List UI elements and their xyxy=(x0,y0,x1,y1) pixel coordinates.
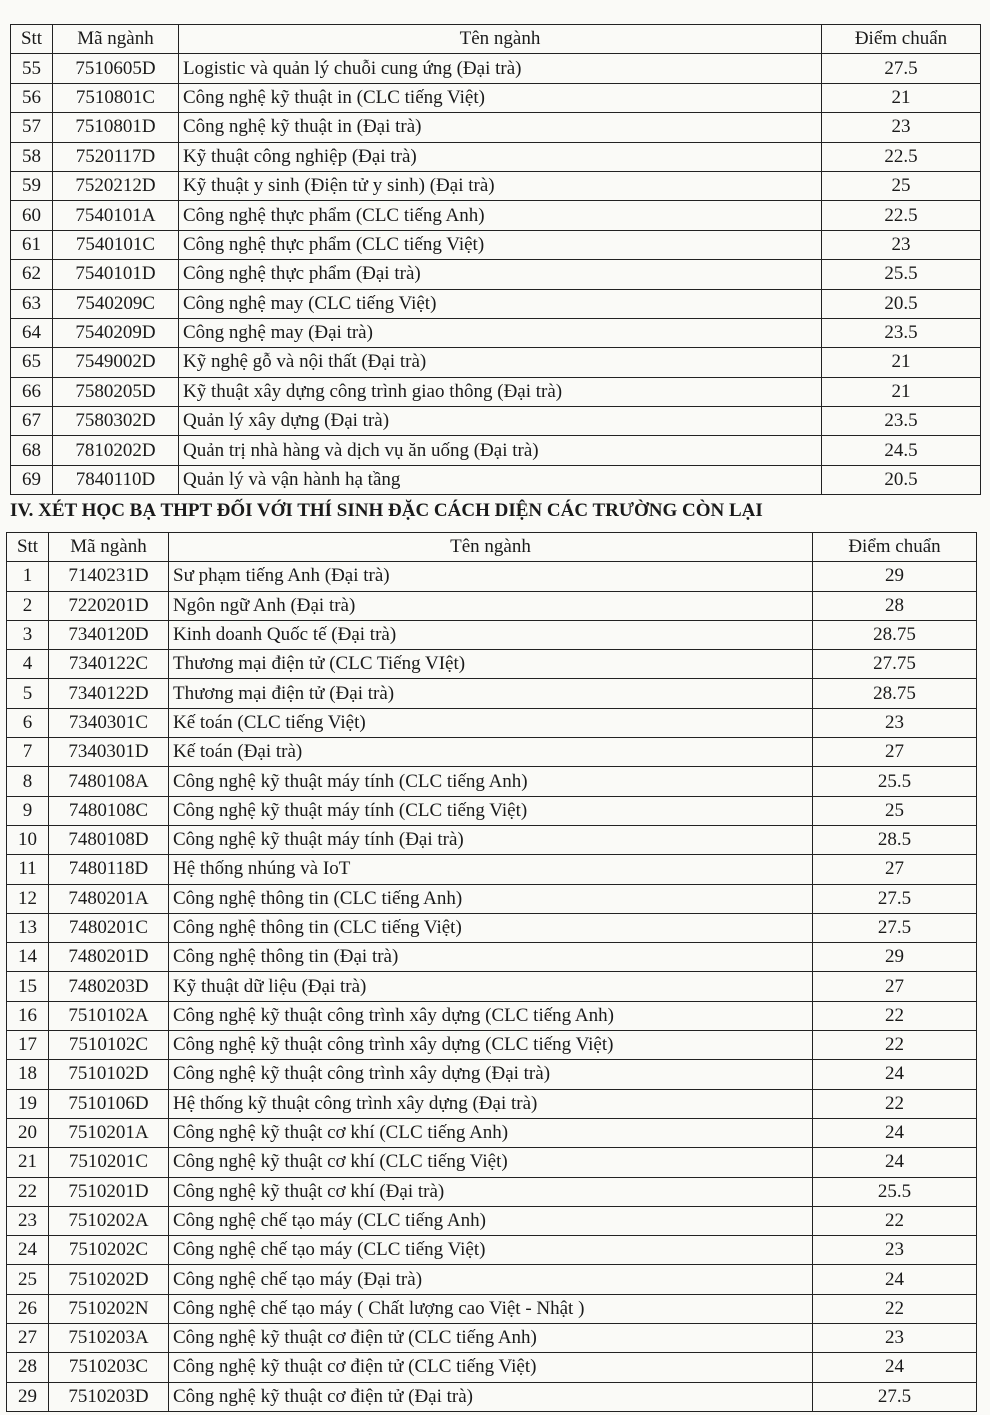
row-name: Công nghệ kỹ thuật cơ khí (CLC tiếng Việt) xyxy=(169,1148,813,1177)
row-score: 24 xyxy=(813,1060,977,1089)
row-stt: 8 xyxy=(7,767,49,796)
row-name: Công nghệ kỹ thuật cơ khí (CLC tiếng Anh) xyxy=(169,1118,813,1147)
row-score: 25 xyxy=(822,171,981,200)
row-score: 27.5 xyxy=(813,913,977,942)
row-stt: 60 xyxy=(11,201,53,230)
row-score: 27.5 xyxy=(813,884,977,913)
row-name: Ngôn ngữ Anh (Đại trà) xyxy=(169,591,813,620)
table-row xyxy=(11,407,981,436)
table-row xyxy=(11,142,981,171)
row-stt: 4 xyxy=(7,650,49,679)
row-score: 29 xyxy=(813,943,977,972)
row-score: 23.5 xyxy=(822,407,981,436)
table-header-row xyxy=(11,25,981,54)
row-score: 27 xyxy=(813,972,977,1001)
table-row xyxy=(11,348,981,377)
table-row xyxy=(11,436,981,465)
row-code: 7510102A xyxy=(49,1001,169,1030)
row-stt: 15 xyxy=(7,972,49,1001)
row-score: 23 xyxy=(813,1324,977,1353)
row-score: 21 xyxy=(822,83,981,112)
table-row xyxy=(7,767,977,796)
row-stt: 56 xyxy=(11,83,53,112)
row-code: 7480203D xyxy=(49,972,169,1001)
row-name: Quản lý xây dựng (Đại trà) xyxy=(179,407,822,436)
row-code: 7510202A xyxy=(49,1206,169,1235)
table-row xyxy=(11,113,981,142)
row-name: Kỹ thuật y sinh (Điện tử y sinh) (Đại trà) xyxy=(179,171,822,200)
row-score: 23 xyxy=(822,230,981,259)
row-code: 7510102D xyxy=(49,1060,169,1089)
header-code: Mã ngành xyxy=(49,533,169,562)
table-row xyxy=(11,289,981,318)
row-name: Công nghệ kỹ thuật cơ điện tử (Đại trà) xyxy=(169,1382,813,1411)
row-code: 7480108A xyxy=(49,767,169,796)
table-row xyxy=(7,1353,977,1382)
row-score: 24 xyxy=(813,1265,977,1294)
row-name: Kỹ nghệ gỗ và nội thất (Đại trà) xyxy=(179,348,822,377)
row-name: Công nghệ chế tạo máy (CLC tiếng Việt) xyxy=(169,1236,813,1265)
row-name: Kỹ thuật xây dựng công trình giao thông (Đại trà) xyxy=(179,377,822,406)
row-stt: 16 xyxy=(7,1001,49,1030)
table-row xyxy=(11,171,981,200)
row-score: 23 xyxy=(813,1236,977,1265)
row-name: Kỹ thuật dữ liệu (Đại trà) xyxy=(169,972,813,1001)
row-score: 22 xyxy=(813,1206,977,1235)
row-code: 7810202D xyxy=(53,436,179,465)
row-code: 7580302D xyxy=(53,407,179,436)
row-stt: 57 xyxy=(11,113,53,142)
row-score: 21 xyxy=(822,377,981,406)
row-code: 7540101D xyxy=(53,260,179,289)
row-score: 27.5 xyxy=(813,1382,977,1411)
row-name: Công nghệ thực phẩm (CLC tiếng Việt) xyxy=(179,230,822,259)
row-name: Công nghệ thực phẩm (CLC tiếng Anh) xyxy=(179,201,822,230)
table-row xyxy=(7,1206,977,1235)
row-score: 25.5 xyxy=(813,767,977,796)
row-score: 28.75 xyxy=(813,620,977,649)
row-score: 25.5 xyxy=(822,260,981,289)
row-stt: 7 xyxy=(7,738,49,767)
row-name: Quản lý và vận hành hạ tầng xyxy=(179,465,822,494)
row-stt: 1 xyxy=(7,562,49,591)
row-code: 7510201C xyxy=(49,1148,169,1177)
row-name: Công nghệ kỹ thuật in (Đại trà) xyxy=(179,113,822,142)
row-score: 25.5 xyxy=(813,1177,977,1206)
row-code: 7510202C xyxy=(49,1236,169,1265)
table-row xyxy=(11,83,981,112)
row-name: Công nghệ thông tin (CLC tiếng Việt) xyxy=(169,913,813,942)
table-row xyxy=(7,650,977,679)
row-score: 23 xyxy=(822,113,981,142)
row-code: 7340120D xyxy=(49,620,169,649)
header-stt: Stt xyxy=(7,533,49,562)
row-code: 7540101C xyxy=(53,230,179,259)
table-row xyxy=(7,855,977,884)
row-name: Công nghệ kỹ thuật máy tính (CLC tiếng Anh) xyxy=(169,767,813,796)
row-stt: 18 xyxy=(7,1060,49,1089)
row-stt: 26 xyxy=(7,1294,49,1323)
row-code: 7510203C xyxy=(49,1353,169,1382)
row-code: 7510203D xyxy=(49,1382,169,1411)
row-code: 7540209D xyxy=(53,318,179,347)
table-row xyxy=(7,913,977,942)
table-2-body xyxy=(7,562,977,1412)
table-row xyxy=(7,1148,977,1177)
row-code: 7510605D xyxy=(53,54,179,83)
row-score: 20.5 xyxy=(822,465,981,494)
row-score: 22 xyxy=(813,1089,977,1118)
row-stt: 29 xyxy=(7,1382,49,1411)
row-code: 7520117D xyxy=(53,142,179,171)
row-score: 22.5 xyxy=(822,201,981,230)
row-stt: 63 xyxy=(11,289,53,318)
row-stt: 17 xyxy=(7,1031,49,1060)
table-row xyxy=(7,591,977,620)
row-stt: 55 xyxy=(11,54,53,83)
row-code: 7580205D xyxy=(53,377,179,406)
row-stt: 12 xyxy=(7,884,49,913)
table-row xyxy=(7,620,977,649)
row-score: 20.5 xyxy=(822,289,981,318)
row-score: 28 xyxy=(813,591,977,620)
table-row xyxy=(11,377,981,406)
row-stt: 27 xyxy=(7,1324,49,1353)
row-name: Công nghệ kỹ thuật in (CLC tiếng Việt) xyxy=(179,83,822,112)
row-code: 7220201D xyxy=(49,591,169,620)
row-code: 7340301D xyxy=(49,738,169,767)
row-code: 7549002D xyxy=(53,348,179,377)
row-stt: 66 xyxy=(11,377,53,406)
table-row xyxy=(7,825,977,854)
row-name: Hệ thống nhúng và IoT xyxy=(169,855,813,884)
row-score: 29 xyxy=(813,562,977,591)
header-name: Tên ngành xyxy=(169,533,813,562)
row-score: 28.5 xyxy=(813,825,977,854)
table-row xyxy=(11,54,981,83)
row-name: Công nghệ thực phẩm (Đại trà) xyxy=(179,260,822,289)
table-row xyxy=(7,884,977,913)
row-stt: 62 xyxy=(11,260,53,289)
table-header-row xyxy=(7,533,977,562)
row-name: Công nghệ kỹ thuật cơ điện tử (CLC tiếng Anh) xyxy=(169,1324,813,1353)
row-name: Kế toán (CLC tiếng Việt) xyxy=(169,708,813,737)
admission-score-table-2 xyxy=(6,532,977,1412)
section-4-title: IV. XÉT HỌC BẠ THPT ĐỐI VỚI THÍ SINH ĐẶC CÁCH DIỆN CÁC TRƯỜNG CÒN LẠI xyxy=(10,500,763,521)
row-name: Quản trị nhà hàng và dịch vụ ăn uống (Đại trà) xyxy=(179,436,822,465)
row-code: 7340122C xyxy=(49,650,169,679)
row-stt: 58 xyxy=(11,142,53,171)
row-code: 7340301C xyxy=(49,708,169,737)
row-stt: 5 xyxy=(7,679,49,708)
row-score: 24 xyxy=(813,1148,977,1177)
row-code: 7480108D xyxy=(49,825,169,854)
row-stt: 61 xyxy=(11,230,53,259)
table-row xyxy=(7,679,977,708)
row-stt: 24 xyxy=(7,1236,49,1265)
table-row xyxy=(7,1060,977,1089)
row-stt: 11 xyxy=(7,855,49,884)
row-name: Công nghệ kỹ thuật cơ khí (Đại trà) xyxy=(169,1177,813,1206)
row-stt: 25 xyxy=(7,1265,49,1294)
row-score: 21 xyxy=(822,348,981,377)
row-name: Công nghệ chế tạo máy ( Chất lượng cao Việt - Nhật ) xyxy=(169,1294,813,1323)
admission-score-table-1 xyxy=(10,24,981,495)
row-stt: 23 xyxy=(7,1206,49,1235)
row-stt: 65 xyxy=(11,348,53,377)
table-row xyxy=(7,738,977,767)
row-score: 27.75 xyxy=(813,650,977,679)
table-row xyxy=(7,562,977,591)
row-name: Công nghệ kỹ thuật công trình xây dựng (CLC tiếng Việt) xyxy=(169,1031,813,1060)
row-name: Công nghệ kỹ thuật cơ điện tử (CLC tiếng Việt) xyxy=(169,1353,813,1382)
row-stt: 6 xyxy=(7,708,49,737)
row-stt: 28 xyxy=(7,1353,49,1382)
row-name: Kế toán (Đại trà) xyxy=(169,738,813,767)
row-name: Công nghệ chế tạo máy (Đại trà) xyxy=(169,1265,813,1294)
row-name: Kỹ thuật công nghiệp (Đại trà) xyxy=(179,142,822,171)
row-stt: 59 xyxy=(11,171,53,200)
row-name: Kinh doanh Quốc tế (Đại trà) xyxy=(169,620,813,649)
table-row xyxy=(7,1294,977,1323)
row-score: 23 xyxy=(813,708,977,737)
row-name: Công nghệ kỹ thuật máy tính (Đại trà) xyxy=(169,825,813,854)
row-stt: 10 xyxy=(7,825,49,854)
row-code: 7510106D xyxy=(49,1089,169,1118)
row-stt: 21 xyxy=(7,1148,49,1177)
table-row xyxy=(11,230,981,259)
row-name: Công nghệ kỹ thuật công trình xây dựng (Đại trà) xyxy=(169,1060,813,1089)
row-score: 24 xyxy=(813,1353,977,1382)
row-stt: 20 xyxy=(7,1118,49,1147)
table-row xyxy=(11,318,981,347)
table-1-body xyxy=(11,54,981,495)
table-row xyxy=(7,1265,977,1294)
header-code: Mã ngành xyxy=(53,25,179,54)
row-stt: 67 xyxy=(11,407,53,436)
row-score: 27 xyxy=(813,738,977,767)
row-code: 7510202D xyxy=(49,1265,169,1294)
row-stt: 69 xyxy=(11,465,53,494)
row-score: 27 xyxy=(813,855,977,884)
row-name: Công nghệ may (CLC tiếng Việt) xyxy=(179,289,822,318)
header-score: Điểm chuẩn xyxy=(813,533,977,562)
table-row xyxy=(11,260,981,289)
row-code: 7510201D xyxy=(49,1177,169,1206)
row-code: 7510801D xyxy=(53,113,179,142)
row-stt: 3 xyxy=(7,620,49,649)
table-row xyxy=(7,1177,977,1206)
table-row xyxy=(7,708,977,737)
row-stt: 68 xyxy=(11,436,53,465)
row-code: 7540101A xyxy=(53,201,179,230)
row-name: Công nghệ kỹ thuật máy tính (CLC tiếng Việt) xyxy=(169,796,813,825)
row-stt: 19 xyxy=(7,1089,49,1118)
row-code: 7480201C xyxy=(49,913,169,942)
row-stt: 22 xyxy=(7,1177,49,1206)
row-name: Thương mại điện tử (CLC Tiếng VIệt) xyxy=(169,650,813,679)
header-stt: Stt xyxy=(11,25,53,54)
row-code: 7840110D xyxy=(53,465,179,494)
row-stt: 13 xyxy=(7,913,49,942)
row-score: 23.5 xyxy=(822,318,981,347)
row-name: Hệ thống kỹ thuật công trình xây dựng (Đại trà) xyxy=(169,1089,813,1118)
table-row xyxy=(7,1118,977,1147)
table-row xyxy=(7,1031,977,1060)
row-score: 25 xyxy=(813,796,977,825)
table-row xyxy=(11,465,981,494)
row-code: 7510203A xyxy=(49,1324,169,1353)
row-name: Công nghệ thông tin (Đại trà) xyxy=(169,943,813,972)
row-code: 7480201A xyxy=(49,884,169,913)
row-score: 22.5 xyxy=(822,142,981,171)
row-code: 7340122D xyxy=(49,679,169,708)
row-code: 7540209C xyxy=(53,289,179,318)
row-score: 24 xyxy=(813,1118,977,1147)
row-score: 28.75 xyxy=(813,679,977,708)
row-score: 22 xyxy=(813,1031,977,1060)
table-row xyxy=(7,1236,977,1265)
row-name: Sư phạm tiếng Anh (Đại trà) xyxy=(169,562,813,591)
row-code: 7140231D xyxy=(49,562,169,591)
row-code: 7480201D xyxy=(49,943,169,972)
table-row xyxy=(7,1382,977,1411)
row-name: Logistic và quản lý chuỗi cung ứng (Đại trà) xyxy=(179,54,822,83)
row-name: Công nghệ kỹ thuật công trình xây dựng (CLC tiếng Anh) xyxy=(169,1001,813,1030)
row-stt: 9 xyxy=(7,796,49,825)
table-row xyxy=(7,972,977,1001)
row-code: 7480118D xyxy=(49,855,169,884)
row-name: Thương mại điện tử (Đại trà) xyxy=(169,679,813,708)
row-stt: 14 xyxy=(7,943,49,972)
row-score: 24.5 xyxy=(822,436,981,465)
table-row xyxy=(7,1324,977,1353)
table-row xyxy=(7,1001,977,1030)
row-code: 7510801C xyxy=(53,83,179,112)
row-name: Công nghệ thông tin (CLC tiếng Anh) xyxy=(169,884,813,913)
table-row xyxy=(7,1089,977,1118)
row-score: 22 xyxy=(813,1001,977,1030)
row-code: 7510201A xyxy=(49,1118,169,1147)
header-score: Điểm chuẩn xyxy=(822,25,981,54)
row-code: 7510202N xyxy=(49,1294,169,1323)
row-score: 27.5 xyxy=(822,54,981,83)
row-code: 7480108C xyxy=(49,796,169,825)
table-row xyxy=(11,201,981,230)
row-code: 7510102C xyxy=(49,1031,169,1060)
header-name: Tên ngành xyxy=(179,25,822,54)
row-name: Công nghệ chế tạo máy (CLC tiếng Anh) xyxy=(169,1206,813,1235)
row-code: 7520212D xyxy=(53,171,179,200)
table-row xyxy=(7,796,977,825)
row-stt: 2 xyxy=(7,591,49,620)
row-stt: 64 xyxy=(11,318,53,347)
row-name: Công nghệ may (Đại trà) xyxy=(179,318,822,347)
table-row xyxy=(7,943,977,972)
row-score: 22 xyxy=(813,1294,977,1323)
